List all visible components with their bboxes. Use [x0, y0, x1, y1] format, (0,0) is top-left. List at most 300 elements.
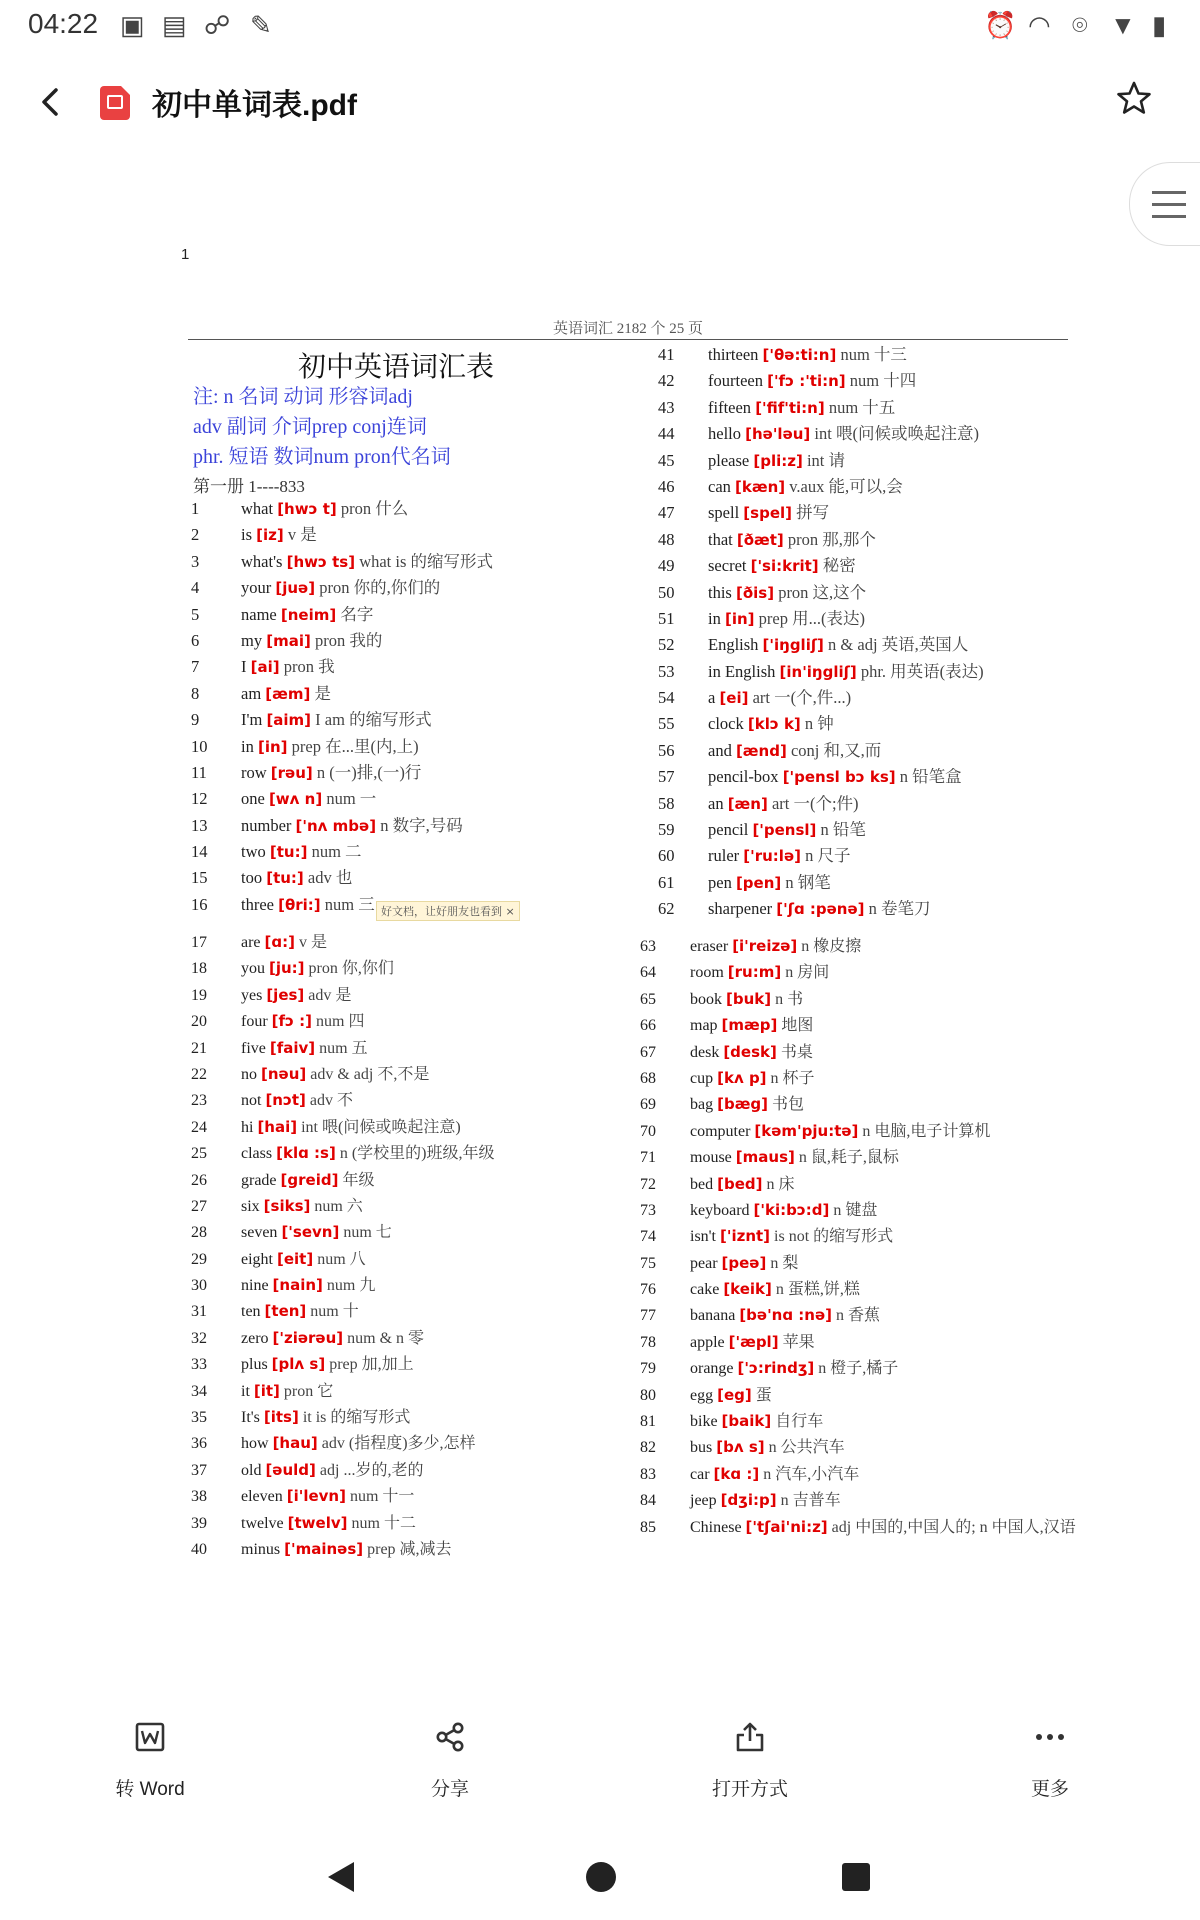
- word-entry: [191, 1009, 495, 1035]
- entry-phonetic: ['ru:lə]: [743, 847, 801, 866]
- entry-number: 2: [191, 525, 200, 545]
- word-entry: [658, 368, 984, 394]
- entry-phonetic: ['nʌ mbə]: [295, 816, 377, 835]
- entry-number: 14: [191, 842, 208, 862]
- entry-phonetic: [twelv]: [287, 1513, 348, 1532]
- back-button[interactable]: [30, 80, 74, 124]
- entry-phonetic: [jes]: [266, 985, 305, 1004]
- entry-number: 50: [658, 582, 675, 602]
- word-entry: [658, 711, 984, 737]
- word-entry: [191, 602, 493, 628]
- entry-number: 63: [640, 938, 656, 955]
- entry-number: 75: [640, 1254, 656, 1272]
- headphones-icon: ◠: [1028, 10, 1051, 40]
- entry-number: 11: [191, 762, 207, 782]
- entry-word: map: [690, 1017, 718, 1035]
- entry-phonetic: [neim]: [280, 605, 337, 624]
- word-entry: [640, 1462, 1076, 1488]
- entry-phonetic: [hə'ləu]: [745, 425, 811, 444]
- entry-phonetic: [rəu]: [270, 763, 313, 782]
- entry-phonetic: ['iznt]: [720, 1227, 771, 1246]
- entry-number: 26: [191, 1171, 207, 1189]
- entry-phonetic: [bed]: [717, 1174, 763, 1193]
- entry-word: I: [241, 657, 247, 677]
- entry-phonetic: [aim]: [266, 711, 312, 730]
- entry-number: 59: [658, 820, 675, 840]
- word-entry: [658, 764, 984, 790]
- entry-phonetic: [eit]: [277, 1249, 314, 1268]
- word-entry: [191, 1220, 495, 1246]
- entry-number: 42: [658, 371, 675, 391]
- entry-definition: adv 不: [309, 1092, 354, 1110]
- entry-definition: 蛋: [755, 1386, 772, 1404]
- entry-definition: 地图: [781, 1017, 814, 1035]
- entry-definition: n 铅笔: [820, 820, 866, 840]
- entry-word: orange: [690, 1360, 734, 1378]
- entry-number: 10: [191, 736, 208, 756]
- entry-word: zero: [241, 1329, 269, 1347]
- toolbar-label: 分享: [430, 1779, 469, 1800]
- entry-phonetic: [dʒi:p]: [720, 1491, 777, 1510]
- entry-word: two: [241, 842, 266, 862]
- entry-phonetic: [ten]: [264, 1302, 307, 1321]
- convert-word-button[interactable]: [0, 1720, 300, 1801]
- entry-number: 57: [658, 767, 675, 787]
- entry-number: 6: [191, 630, 200, 650]
- word-entry: [191, 1247, 495, 1273]
- entry-definition: adv & adj 不,不是: [310, 1065, 430, 1083]
- entry-phonetic: [tu:]: [269, 843, 308, 862]
- status-bar: [0, 0, 1200, 50]
- entry-number: 62: [658, 899, 675, 919]
- word-entry: [191, 1036, 495, 1062]
- word-entry: [658, 817, 984, 843]
- entry-definition: n (一)排,(一)行: [316, 762, 422, 782]
- entry-word: It's: [241, 1409, 260, 1427]
- entry-word: egg: [690, 1386, 714, 1404]
- entry-word: bag: [690, 1096, 714, 1114]
- entry-number: 5: [191, 604, 200, 624]
- entry-phonetic: [hai]: [257, 1117, 298, 1136]
- book-range: 第一册 1----833: [193, 477, 305, 496]
- entry-phonetic: ['fif'ti:n]: [755, 398, 825, 417]
- pdf-page[interactable]: [188, 312, 1076, 1558]
- entry-definition: prep 用...(表达): [758, 608, 865, 628]
- entry-definition: int 喂(问候或唤起注意): [301, 1118, 461, 1136]
- entry-number: 61: [658, 872, 675, 892]
- word-entry: [191, 1405, 495, 1431]
- entry-definition: n 香蕉: [836, 1307, 881, 1325]
- entry-definition: n 公共汽车: [768, 1439, 845, 1457]
- favorite-button[interactable]: [1116, 80, 1152, 125]
- entry-word: not: [241, 1092, 262, 1110]
- entry-phonetic: [in]: [257, 737, 288, 756]
- entry-word: eraser: [690, 938, 729, 955]
- entry-number: 8: [191, 683, 200, 703]
- entry-word: one: [241, 789, 265, 809]
- entry-number: 49: [658, 556, 675, 576]
- entry-definition: num 九: [326, 1277, 376, 1295]
- toolbar-label: 打开方式: [711, 1779, 788, 1800]
- word-entry: [191, 1168, 495, 1194]
- entry-phonetic: [desk]: [723, 1042, 777, 1061]
- entry-number: 58: [658, 793, 675, 813]
- entry-phonetic: [hwɔ ts]: [286, 552, 356, 571]
- entry-word: thirteen: [708, 345, 759, 364]
- entry-definition: num 七: [343, 1224, 392, 1242]
- entry-phonetic: [æn]: [727, 794, 768, 813]
- entry-word: bus: [690, 1439, 713, 1457]
- word-entry: [191, 734, 493, 760]
- entry-phonetic: [kəm'pju:tə]: [754, 1121, 859, 1140]
- word-entry: [191, 1194, 495, 1220]
- entry-phonetic: [peə]: [721, 1253, 767, 1272]
- entry-number: 44: [658, 424, 675, 444]
- entry-number: 25: [191, 1145, 207, 1163]
- entry-word: hi: [241, 1118, 254, 1136]
- entry-number: 17: [191, 934, 207, 951]
- entry-word: hello: [708, 424, 741, 444]
- pdf-file-icon: [100, 86, 130, 120]
- doc-running-header: 英语词汇 2182 个 25 页: [552, 321, 703, 337]
- entry-phonetic: ['θə:ti:n]: [762, 346, 837, 364]
- entry-number: 72: [640, 1175, 656, 1193]
- entry-phonetic: [hwɔ t]: [277, 500, 337, 518]
- legend-line: 注: n 名词 动词 形容词adj: [193, 386, 413, 408]
- entry-word: yes: [241, 986, 263, 1004]
- entry-phonetic: [bʌ s]: [716, 1438, 765, 1457]
- entry-definition: n 床: [766, 1175, 795, 1193]
- entry-word: can: [708, 476, 731, 496]
- entry-phonetic: [i'levn]: [286, 1487, 346, 1506]
- entry-number: 39: [191, 1514, 207, 1532]
- entry-number: 83: [640, 1465, 656, 1483]
- share-icon: [300, 1720, 600, 1764]
- word-entry: [640, 1277, 1076, 1303]
- entry-definition: n 梨: [770, 1254, 799, 1272]
- legend-line: adv 副词 介词prep conj连词: [193, 416, 427, 438]
- image-icon: ▣: [120, 10, 145, 40]
- entry-number: 68: [640, 1069, 656, 1087]
- entry-number: 22: [191, 1065, 207, 1083]
- entry-number: 66: [640, 1017, 656, 1035]
- entry-word: plus: [241, 1356, 268, 1374]
- entry-definition: num 十三: [840, 345, 907, 364]
- entry-phonetic: ['æpl]: [728, 1332, 779, 1351]
- entry-definition: adj ...岁的,老的: [319, 1461, 424, 1479]
- entry-definition: conj 和,又,而: [790, 740, 882, 760]
- entry-definition: pron 我的: [314, 630, 383, 650]
- entry-definition: n 尺子: [805, 846, 851, 866]
- word-entry: [191, 956, 495, 982]
- entry-word: Chinese: [690, 1518, 742, 1536]
- word-entry: [640, 987, 1076, 1013]
- entry-number: 69: [640, 1096, 656, 1114]
- word-entry: [658, 500, 984, 526]
- entry-number: 4: [191, 578, 200, 598]
- entry-word: how: [241, 1435, 269, 1453]
- word-entry: [640, 1356, 1076, 1382]
- entry-word: it: [241, 1382, 250, 1400]
- word-entry: [191, 813, 493, 839]
- word-entry: [640, 1488, 1076, 1514]
- entry-definition: num 五: [319, 1039, 368, 1057]
- word-entry: [658, 632, 984, 658]
- entry-number: 40: [191, 1540, 207, 1558]
- more-button[interactable]: [900, 1720, 1200, 1801]
- word-entry: [191, 1484, 495, 1510]
- share-toast[interactable]: 好文档，让好朋友也看到 ×: [376, 901, 520, 921]
- entry-word: twelve: [241, 1514, 284, 1532]
- entry-word: are: [241, 934, 261, 951]
- entry-phonetic: [klɔ k]: [747, 715, 801, 734]
- nav-back-button[interactable]: [328, 1862, 354, 1892]
- entry-word: number: [241, 815, 292, 835]
- word-entry: [640, 1145, 1076, 1171]
- entry-definition: 书包: [772, 1096, 805, 1114]
- word-entry: [191, 1273, 495, 1299]
- entry-number: 67: [640, 1043, 656, 1061]
- word-entry: [658, 606, 984, 632]
- word-entry: [191, 1299, 495, 1325]
- entry-number: 1: [191, 499, 200, 518]
- chevron-left-icon: [30, 80, 74, 124]
- entry-phonetic: [nəu]: [261, 1064, 307, 1083]
- entry-phonetic: [ɑ:]: [264, 933, 295, 951]
- word-entry: [640, 1224, 1076, 1250]
- entry-number: 60: [658, 846, 675, 866]
- entry-definition: pron 什么: [340, 499, 409, 518]
- word-entry: [658, 580, 984, 606]
- word-entry: [191, 1141, 495, 1167]
- entry-phonetic: [its]: [263, 1408, 299, 1427]
- entry-word: book: [690, 990, 722, 1008]
- entry-word: cup: [690, 1069, 714, 1087]
- entry-definition: 拼写: [796, 503, 830, 523]
- entry-number: 53: [658, 661, 675, 681]
- entry-word: what: [241, 499, 274, 518]
- entry-phonetic: [ðæt]: [736, 530, 784, 549]
- entry-number: 41: [658, 345, 675, 364]
- word-entry: [658, 527, 984, 553]
- entry-word: English: [708, 635, 759, 655]
- entry-definition: n 卷笔刀: [868, 899, 931, 919]
- entry-definition: num 十: [310, 1303, 359, 1321]
- entry-phonetic: ['ɔ:rindʒ]: [737, 1359, 815, 1378]
- entry-number: 36: [191, 1435, 207, 1453]
- entry-number: 77: [640, 1307, 656, 1325]
- entry-word: class: [241, 1145, 273, 1163]
- multiplayer-icon: ☍: [204, 10, 231, 40]
- entry-number: 70: [640, 1122, 656, 1140]
- entry-number: 51: [658, 608, 675, 628]
- entry-phonetic: [kæn]: [735, 477, 786, 496]
- entry-word: minus: [241, 1540, 281, 1558]
- entry-word: clock: [708, 714, 744, 734]
- entry-word: banana: [690, 1307, 736, 1325]
- entry-word: pear: [690, 1254, 718, 1272]
- menu-icon-bar: [1152, 203, 1186, 206]
- word-entry: [191, 681, 493, 707]
- entry-word: apple: [690, 1333, 725, 1351]
- entry-word: am: [241, 683, 262, 703]
- open-with-icon: [600, 1720, 900, 1764]
- entry-number: 15: [191, 868, 208, 888]
- entry-definition: num 八: [317, 1250, 366, 1268]
- entry-definition: pron 这,这个: [778, 582, 867, 602]
- entry-word: secret: [708, 556, 747, 576]
- entry-definition: n 橙子,橘子: [818, 1360, 899, 1378]
- entry-phonetic: [in'iŋgliʃ]: [779, 662, 857, 681]
- entry-number: 73: [640, 1201, 656, 1219]
- entry-number: 71: [640, 1149, 656, 1167]
- entry-number: 37: [191, 1461, 207, 1479]
- entry-definition: art 一(个;件): [771, 793, 859, 813]
- word-entry: [658, 896, 984, 922]
- word-entry: [640, 934, 1076, 960]
- entry-phonetic: [iz]: [256, 526, 284, 545]
- entry-definition: 自行车: [775, 1413, 824, 1431]
- entry-word: spell: [708, 503, 740, 523]
- word-entry: [191, 1379, 495, 1405]
- document-title: 初中单词表.pdf: [152, 89, 357, 122]
- entry-phonetic: [maus]: [735, 1148, 795, 1167]
- word-entry: [640, 1515, 1076, 1541]
- toolbar-label: 转 Word: [115, 1779, 185, 1800]
- entry-phonetic: [faiv]: [269, 1038, 316, 1057]
- more-icon: [900, 1720, 1200, 1764]
- word-list-col3: [191, 930, 495, 1563]
- word-entry: [191, 1511, 495, 1537]
- word-entry: [191, 1088, 495, 1114]
- entry-phonetic: [bə'nɑ :nə]: [739, 1306, 833, 1325]
- outline-menu-button[interactable]: [1129, 162, 1200, 246]
- word-entry: [191, 1431, 495, 1457]
- entry-phonetic: [tu:]: [266, 869, 304, 888]
- entry-phonetic: ['pensl bɔ ks]: [782, 768, 896, 787]
- entry-definition: num & n 零: [347, 1329, 425, 1347]
- entry-definition: int 请: [806, 450, 845, 470]
- entry-definition: n 铅笔盒: [899, 767, 962, 787]
- entry-word: is: [241, 525, 253, 545]
- entry-number: 65: [640, 990, 656, 1008]
- entry-phonetic: [θri:]: [278, 895, 321, 914]
- entry-definition: n 杯子: [770, 1069, 815, 1087]
- entry-definition: 名字: [340, 604, 374, 624]
- entry-number: 85: [640, 1518, 656, 1536]
- entry-definition: prep 在...里(内,上): [291, 736, 419, 756]
- entry-phonetic: ['ʃɑ :pənə]: [776, 900, 865, 919]
- nav-recents-button[interactable]: [842, 1863, 870, 1891]
- entry-word: bike: [690, 1413, 718, 1431]
- entry-definition: n 鼠,耗子,鼠标: [798, 1149, 899, 1167]
- entry-number: 54: [658, 688, 675, 708]
- entry-phonetic: ['tʃai'ni:z]: [745, 1517, 828, 1536]
- entry-word: too: [241, 868, 263, 888]
- entry-phonetic: [eg]: [717, 1385, 752, 1404]
- entry-phonetic: [mæp]: [721, 1016, 778, 1035]
- wifi-icon: ▼: [1110, 10, 1136, 40]
- word-entry: [640, 1092, 1076, 1118]
- word-entry: [191, 760, 493, 786]
- battery-icon: ▮: [1152, 10, 1167, 40]
- entry-definition: int 喂(问候或唤起注意): [814, 424, 979, 444]
- app-header: [0, 62, 1200, 142]
- entry-definition: n 钢笔: [785, 872, 831, 892]
- word-list-col1: [191, 496, 493, 918]
- entry-phonetic: [ei]: [719, 689, 749, 708]
- word-entry: [658, 342, 984, 368]
- entry-number: 16: [191, 894, 208, 914]
- word-entry: [640, 1409, 1076, 1435]
- bottom-toolbar: [0, 1720, 1200, 1830]
- nav-home-button[interactable]: [586, 1862, 616, 1892]
- entry-word: eleven: [241, 1488, 283, 1506]
- entry-number: 80: [640, 1386, 656, 1404]
- entry-word: what's: [241, 551, 283, 571]
- entry-number: 18: [191, 960, 207, 978]
- entry-definition: I am 的缩写形式: [315, 710, 432, 730]
- entry-word: eight: [241, 1250, 273, 1268]
- share-button[interactable]: [300, 1720, 600, 1801]
- entry-word: cake: [690, 1281, 720, 1299]
- entry-definition: adv (指程度)多少,怎样: [321, 1435, 476, 1453]
- entry-definition: prep 减,减去: [367, 1540, 452, 1558]
- toolbar-label: 更多: [1030, 1779, 1069, 1800]
- entry-word: name: [241, 604, 277, 624]
- word-entry: [191, 654, 493, 680]
- entry-definition: art 一(个,件...): [752, 688, 852, 708]
- entry-number: 3: [191, 551, 200, 571]
- entry-number: 43: [658, 397, 675, 417]
- entry-phonetic: [wʌ n]: [268, 790, 323, 809]
- entry-word: I'm: [241, 710, 263, 730]
- entry-word: ruler: [708, 846, 740, 866]
- entry-definition: it is 的缩写形式: [302, 1409, 411, 1427]
- entry-number: 76: [640, 1281, 656, 1299]
- entry-word: nine: [241, 1277, 269, 1295]
- entry-phonetic: ['mainəs]: [284, 1539, 364, 1558]
- entry-word: car: [690, 1465, 710, 1483]
- location-icon: ⌾: [1072, 10, 1088, 40]
- entry-definition: adv 是: [308, 986, 352, 1004]
- entry-phonetic: [nɔt]: [265, 1091, 306, 1110]
- entry-word: this: [708, 582, 732, 602]
- entry-definition: n & adj 英语,英国人: [828, 635, 969, 655]
- word-entry: [658, 870, 984, 896]
- entry-definition: 是: [314, 683, 331, 703]
- word-entry: [191, 983, 495, 1009]
- menu-icon-bar: [1152, 215, 1186, 218]
- entry-definition: num 十一: [349, 1488, 415, 1506]
- entry-number: 9: [191, 710, 200, 730]
- entry-number: 64: [640, 964, 656, 982]
- entry-word: fourteen: [708, 371, 763, 391]
- entry-phonetic: [fɔ :]: [271, 1012, 313, 1031]
- entry-number: 21: [191, 1039, 207, 1057]
- entry-number: 38: [191, 1488, 207, 1506]
- entry-phonetic: [siks]: [263, 1196, 311, 1215]
- entry-definition: 秘密: [822, 556, 856, 576]
- entry-definition: is not 的缩写形式: [774, 1228, 894, 1246]
- entry-definition: n 键盘: [833, 1201, 878, 1219]
- entry-word: seven: [241, 1224, 278, 1242]
- entry-word: in: [241, 736, 254, 756]
- word-entry: [658, 843, 984, 869]
- word-entry: [640, 1119, 1076, 1145]
- entry-number: 79: [640, 1360, 656, 1378]
- open-with-button[interactable]: [600, 1720, 900, 1801]
